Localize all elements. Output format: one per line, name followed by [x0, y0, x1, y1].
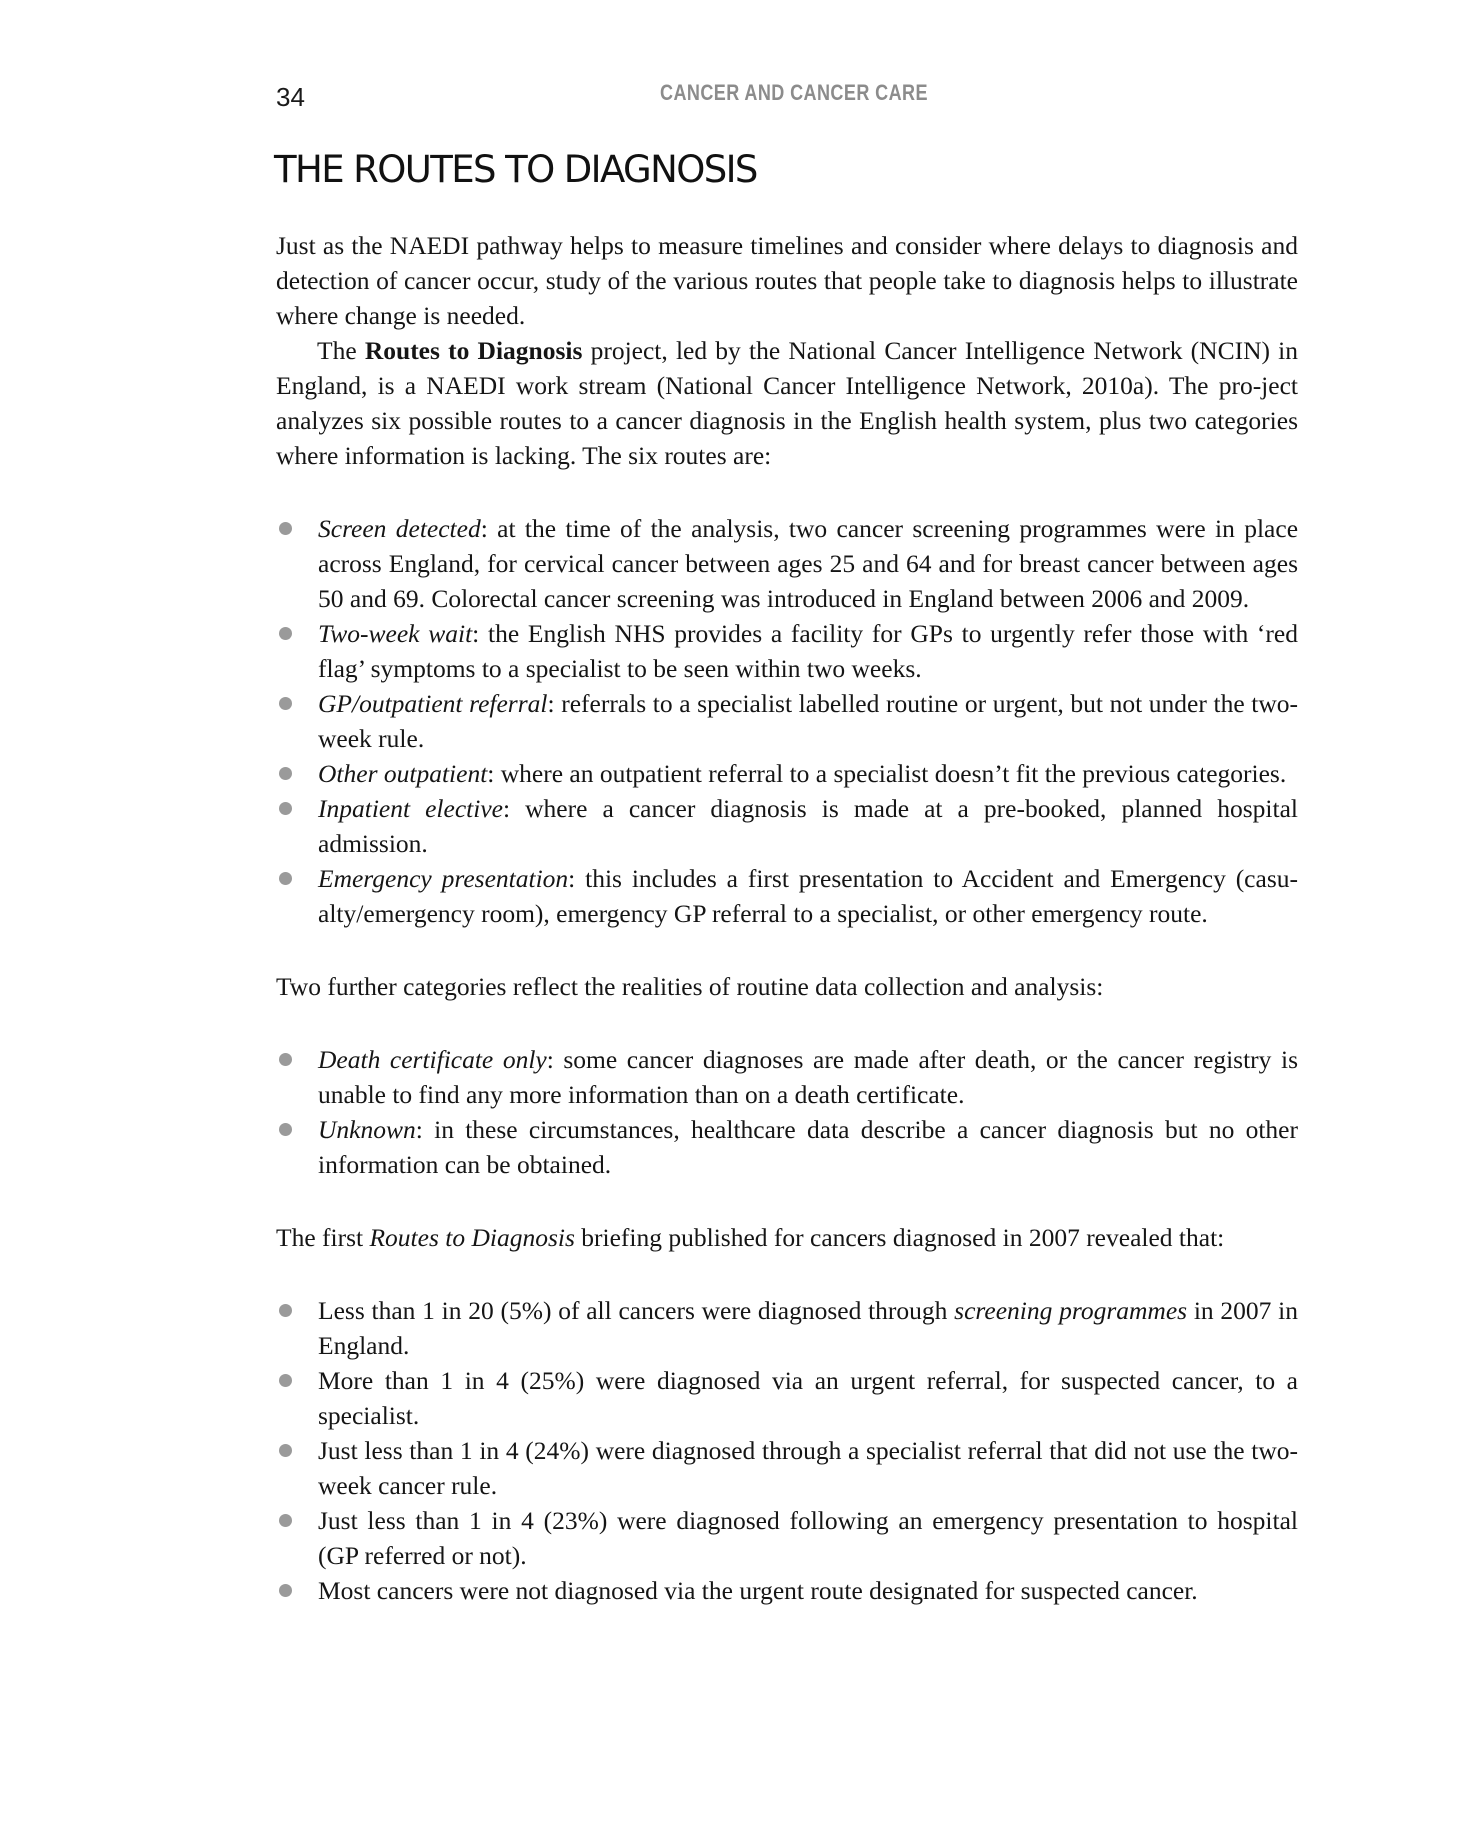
spacer [276, 1182, 1298, 1220]
category-term: Death certificate only [318, 1045, 547, 1074]
route-description: : the English NHS provides a facility for GPs to urgently refer those with ‘red flag’ symptoms to a specialist to be seen within two weeks. [318, 619, 1298, 683]
list-item [276, 791, 1298, 861]
paragraph-text: briefing published for cancers diagnosed in 2007 revealed that: [574, 1223, 1225, 1252]
bullet-icon [279, 1514, 292, 1527]
bullet-icon [279, 1374, 292, 1387]
running-head: CANCER AND CANCER CARE [660, 80, 928, 105]
paragraph-text: project, led by the National Cancer Intelligence Network (NCIN) in England, is a NAEDI work stream (National Cancer Intelligence Network, 2010a). The pro-ject analyzes six possible routes to a cancer diagnosis in the English health system, plus two categories where information is lacking. The six routes are: [276, 336, 1298, 470]
routes-list [276, 511, 1298, 931]
bullet-icon [279, 697, 292, 710]
category-term: Unknown [318, 1115, 416, 1144]
findings-intro-paragraph [276, 1220, 1298, 1255]
finding-text: Just less than 1 in 4 (24%) were diagnosed through a specialist referral that did not use the two-week cancer rule. [318, 1436, 1298, 1500]
route-term: Screen detected [318, 514, 481, 543]
bold-term: Routes to Diagnosis [364, 336, 583, 365]
route-term: GP/outpatient referral [318, 689, 548, 718]
further-categories-paragraph: Two further categories reflect the realities of routine data collection and analysis: [276, 972, 1104, 1001]
bullet-icon [279, 1123, 292, 1136]
list-item [276, 616, 1298, 686]
spacer [276, 931, 1298, 969]
italic-title: Routes to Diagnosis [369, 1223, 575, 1252]
bullet-icon [279, 1444, 292, 1457]
bullet-icon [279, 872, 292, 885]
paragraph-text: The [317, 336, 365, 365]
list-item [276, 511, 1298, 616]
list-item [276, 1433, 1298, 1503]
route-term: Other outpatient [318, 759, 488, 788]
route-description: : where an outpatient referral to a specialist doesn’t fit the previous categories. [487, 759, 1287, 788]
further-categories-list [276, 1042, 1298, 1182]
routes-project-paragraph [276, 333, 1298, 473]
spacer [276, 1255, 1298, 1293]
route-description: : referrals to a specialist labelled routine or urgent, but not under the two-week rule. [318, 689, 1299, 753]
finding-text: in 2007 in England. [318, 1296, 1299, 1360]
list-item [276, 756, 1298, 791]
finding-text: Just less than 1 in 4 (23%) were diagnosed following an emergency presentation to hospital (GP referred or not). [318, 1506, 1298, 1570]
list-item [276, 1293, 1298, 1363]
route-description: : at the time of the analysis, two cancer screening programmes were in place across England, for cervical cancer between ages 25 and 64 and for breast cancer between ages 50 and 69. Colorectal cancer screening was introduced in England between 2006 and 2009. [318, 514, 1299, 613]
finding-text: Less than 1 in 20 (5%) of all cancers were diagnosed through [318, 1296, 955, 1325]
finding-text: Most cancers were not diagnosed via the urgent route designated for suspected cancer. [318, 1576, 1198, 1605]
bullet-icon [279, 1053, 292, 1066]
list-item [276, 1042, 1298, 1112]
paragraph-text: The first [276, 1223, 370, 1252]
bullet-icon [279, 767, 292, 780]
route-term: Inpatient elective [318, 794, 503, 823]
bullet-icon [279, 522, 292, 535]
category-description: : in these circumstances, healthcare data describe a cancer diagnosis but no other information can be obtained. [318, 1115, 1298, 1179]
route-term: Emergency presentation [318, 864, 569, 893]
body-text [276, 228, 1298, 1608]
list-item [276, 686, 1298, 756]
list-item [276, 861, 1298, 931]
spacer [276, 473, 1298, 511]
bullet-icon [279, 1584, 292, 1597]
list-item [276, 1503, 1298, 1573]
page-number: 34 [276, 82, 305, 112]
section-heading: THE ROUTES TO DIAGNOSIS [274, 148, 757, 191]
finding-text: More than 1 in 4 (25%) were diagnosed via an urgent referral, for suspected cancer, to a specialist. [318, 1366, 1298, 1430]
route-description: : where a cancer diagnosis is made at a pre-booked, planned hospital admission. [318, 794, 1298, 858]
route-term: Two-week wait [318, 619, 473, 648]
bullet-icon [279, 627, 292, 640]
list-item [276, 1112, 1298, 1182]
findings-list [276, 1293, 1298, 1608]
list-item [276, 1363, 1298, 1433]
bullet-icon [279, 1304, 292, 1317]
route-description: : this includes a first presentation to Accident and Emergency (casu-alty/emergency room), emergency GP referral to a specialist, or other emergency route. [318, 864, 1298, 928]
list-item [276, 1573, 1298, 1608]
category-description: : some cancer diagnoses are made after death, or the cancer registry is unable to find any more information than on a death certificate. [318, 1045, 1298, 1109]
bullet-icon [279, 802, 292, 815]
spacer [276, 1004, 1298, 1042]
finding-italic: screening programmes [954, 1296, 1188, 1325]
intro-paragraph: Just as the NAEDI pathway helps to measure timelines and consider where delays to diagnosis and detection of cancer occur, study of the various routes that people take to diagnosis helps to illustrate where change is needed. [276, 231, 1298, 330]
